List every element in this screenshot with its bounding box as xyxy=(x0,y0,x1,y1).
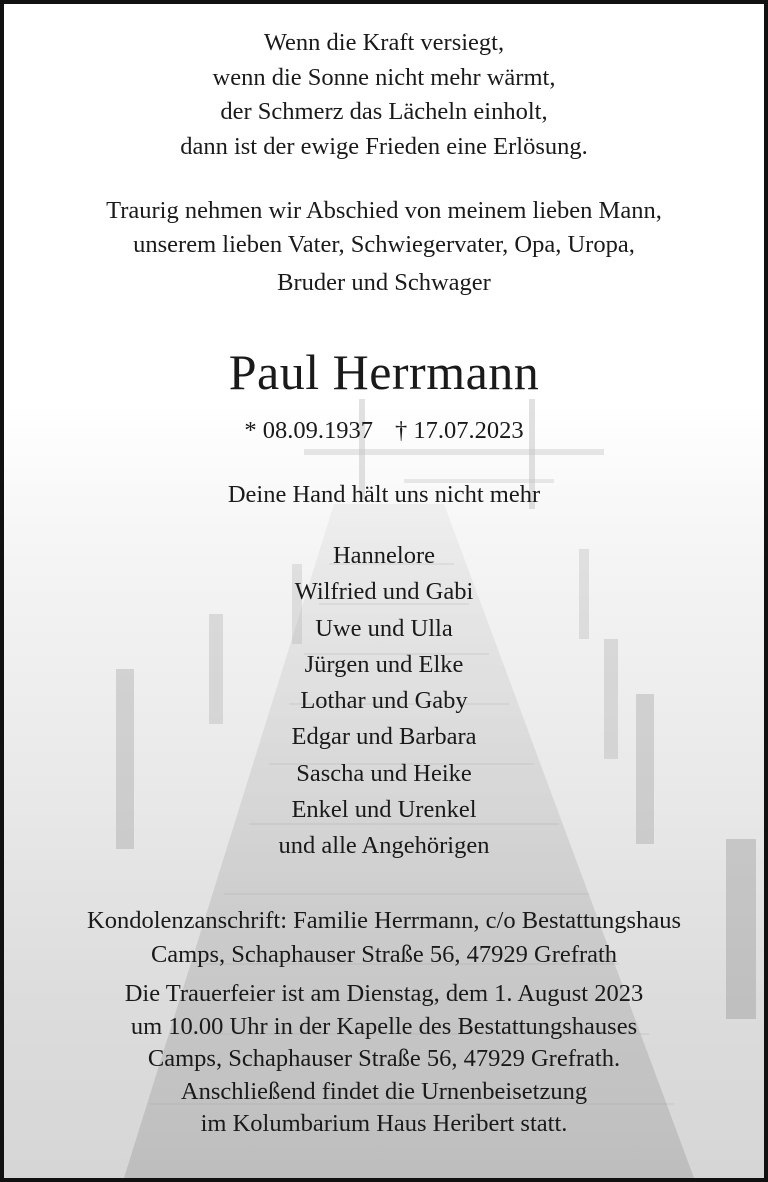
ceremony-line: im Kolumbarium Haus Heribert statt. xyxy=(200,1110,568,1137)
birth-date: * 08.09.1937 xyxy=(244,417,373,444)
poem-line: dann ist der ewige Frieden eine Erlösung. xyxy=(180,132,588,160)
poem-line: der Schmerz das Lächeln einholt, xyxy=(220,98,548,125)
poem-line: wenn die Sonne nicht mehr wärmt, xyxy=(212,63,556,91)
mourner: Lothar und Gaby xyxy=(300,687,468,715)
mourner: Wilfried und Gabi xyxy=(294,578,474,606)
ceremony-line: Anschließend findet die Urnenbeisetzung xyxy=(180,1077,588,1105)
poem xyxy=(4,26,764,164)
intro-line: Bruder und Schwager xyxy=(277,269,491,296)
poem-line: Wenn die Kraft versiegt, xyxy=(263,29,505,56)
ceremony-line: um 10.00 Uhr in der Kapelle des Bestattungshauses xyxy=(130,1012,638,1040)
death-date: † 17.07.2023 xyxy=(395,417,524,444)
farewell-intro xyxy=(4,194,764,300)
mourner: Hannelore xyxy=(332,542,436,569)
mourner: Jürgen und Elke xyxy=(304,650,464,678)
motto: Deine Hand hält uns nicht mehr xyxy=(227,481,541,508)
condolence-address xyxy=(4,904,764,972)
mourner: Uwe und Ulla xyxy=(315,614,453,642)
mourner: Edgar und Barbara xyxy=(291,723,477,751)
address-line: Kondolenzanschrift: Familie Herrmann, c/o Bestattungshaus xyxy=(87,907,681,934)
mourners-list xyxy=(4,538,764,865)
ceremony-line: Die Trauerfeier ist am Dienstag, dem 1. August 2023 xyxy=(124,980,644,1007)
mourner: und alle Angehörigen xyxy=(278,832,490,860)
intro-line: unserem lieben Vater, Schwiegervater, Opa, Uropa, xyxy=(133,231,635,258)
ceremony-info xyxy=(4,978,764,1141)
life-dates xyxy=(4,414,764,448)
obituary-page xyxy=(4,4,764,1178)
mourner: Enkel und Urenkel xyxy=(291,796,477,824)
intro-line: Traurig nehmen wir Abschied von meinem lieben Mann, xyxy=(106,197,662,224)
deceased-name: Paul Herrmann xyxy=(228,344,540,400)
mourner: Sascha und Heike xyxy=(296,759,472,787)
address-line: Camps, Schaphauser Straße 56, 47929 Grefrath xyxy=(150,941,618,968)
ceremony-line: Camps, Schaphauser Straße 56, 47929 Grefrath. xyxy=(147,1045,621,1072)
